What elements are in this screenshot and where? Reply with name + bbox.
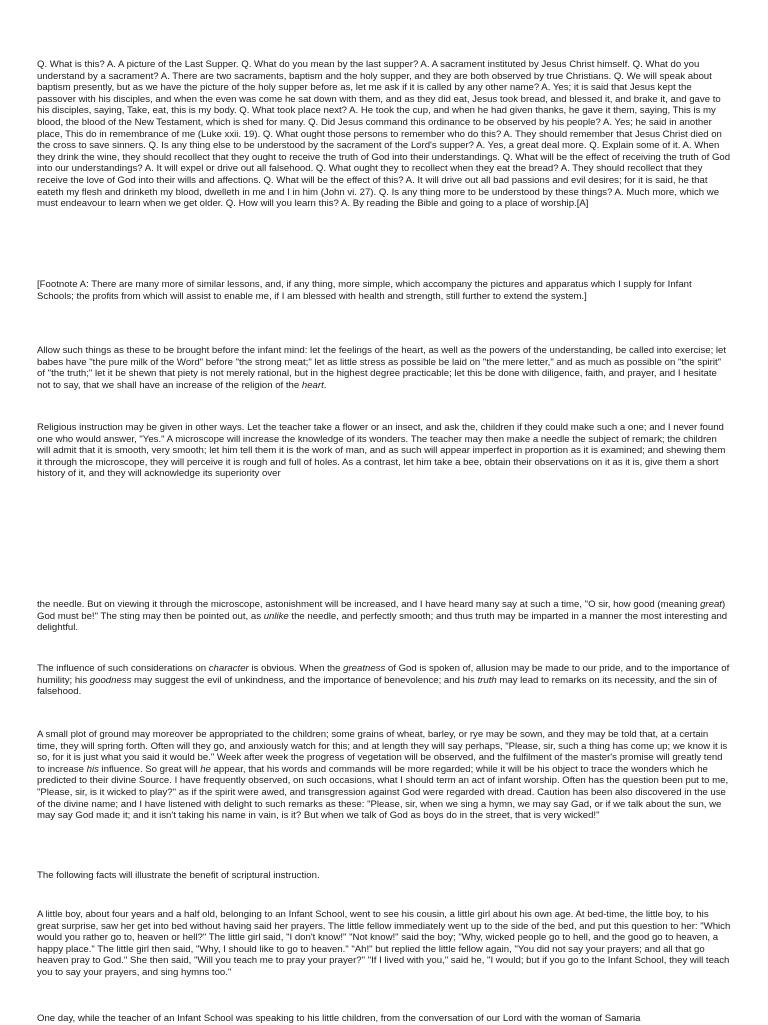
emphasis-great: great <box>700 599 722 610</box>
paragraph-infant-mind <box>37 345 731 391</box>
footnote-a: [Footnote A: There are many more of similar lessons, and, if any thing, more simple, which accompany the pictures and apparatus which I supply for Infant Schools; the profits from which will assist to enable me, if I am blessed with health and strength, still further to extend the system.] <box>37 279 692 302</box>
text-run: of God is spoken of, allusion may be made to our pride, and to the importance of humility; his <box>37 663 730 686</box>
text-run: the needle, and perfectly smooth; and thus truth may be imparted in a manner the most interesting and delightful. <box>37 610 728 634</box>
paragraph-catechism: Q. What is this? A. A picture of the Last Supper. Q. What do you mean by the last supper? A. A sacrament instituted by Jesus Christ himself. Q. What do you understand by a sacrament? A. There are two sacraments, baptism and the holy supper, and they are both observed by true Christians. Q. We will speak about baptism presently, but as we have the picture of the holy supper before as, let me ask if it is called by any other name? A. Yes; it is said that Jesus kept the passover with his disciples, and when the even was come he sat down with them, and as they did eat, Jesus took bread, and blessed it, and brake it, and gave to his disciples, saying, Take, eat, this is my body. Q. What took place next? A. He took the cup, and when he had given thanks, he gave it them, saying, This is my blood, the blood of the New Testament, which is shed for many. Q. Did Jesus command this ordinance to be observed by his people? A. Yes; he said in another place, This do in remembrance of me (Luke xxii. 19). Q. What ought those persons to remember who do this? A. They should remember that Jesus Christ died on the cross to save sinners. Q. Is any thing else to be understood by the sacrament of the Lord's supper? A. Yes, a great deal more. Q. Explain some of it. A. When they drink the wine, they should recollect that they ought to receive the truth of God into their understandings. Q. What will be the effect of receiving the truth of God into our understandings? A. It will expel or drive out all falsehood. Q. What ought they to recollect when they eat the bread? A. They should recollect that they receive the love of God into their wills and affections. Q. What will be the effect of this? A. It will drive out all bad passions and evil desires; for it is said, he that eateth my flesh and drinketh my blood, dwelleth in me and I in him (John vi. 27). Q. Is any thing more to be understood by these things? A. Much more, which we must endeavour to learn when we get older. Q. How will you learn this? A. By reading the Bible and going to a place of worship.[A] <box>37 59 731 210</box>
emphasis-character: character <box>208 663 249 674</box>
text-run: appear, that his words and commands will be more regarded; while it will be his object to trace the wonders which he predicted to their divine Source. I have frequently observed, on such occasions, what I should term an act of infant worship. Often has the question been put to me, "Please, sir, is it wicked to play?" as if the spirit were awed, and transgression against God were regarded with dread. Caution has been also discovered in the use of the divine name; and I have listened with delight to such remarks as these: "Please, sir, when we sing a hymn, we may say Gad, or if we talk about the sun, we may say God made it; and it isn't taking his name in vain, is it? But when we talk of God as boys do in the street, that is very wicked!" <box>37 763 729 822</box>
text-run: Allow such things as these to be brought before the infant mind: let the feelings of the heart, as well as the powers of the understanding, be called into exercise; let babes have "the pure milk of the Word" before "the strong meat;" let as little stress as possible be laid on "the mere letter," and as much as possible on "the spirit" of "the truth;" let it be shewn that piety is not merely rational, but in the highest degree practicable; let this be done with diligence, faith, and prayer, and I hesitate not to say, that we shall have an increase of the religion of the <box>37 345 727 391</box>
text-run: may lead to remarks on its necessity, and the sin of falsehood. <box>37 674 717 698</box>
paragraph-microscope <box>37 599 731 634</box>
text-run: The influence of such considerations on <box>37 663 209 674</box>
text-run: ) God must be!" The sting may then be pointed out, as <box>37 599 726 622</box>
emphasis-greatness: greatness <box>343 663 386 674</box>
paragraph-religious-instruction: Religious instruction may be given in other ways. Let the teacher take a flower or an insect, and ask the, children if they could make such a one; and I never found one who would answer, "Yes." A microscope will increase the knowledge of its wonders. The teacher may then make a needle the subject of remark; the children will admit that it is smooth, very smooth; let him tell them it is the work of man, and as such will appear imperfect in proportion as it is examined; and shewing them it through the microscope, they will perceive it is rough and full of holes. As a contrast, let him take a bee, obtain their observations on it as it is, give them a short history of it, and they will acknowledge its superiority over <box>37 422 726 480</box>
text-run: is obvious. When the <box>248 663 344 674</box>
emphasis-goodness: goodness <box>89 674 132 686</box>
paragraph-following-facts: The following facts will illustrate the benefit of scriptural instruction. <box>37 870 320 881</box>
paragraph-one-day: One day, while the teacher of an Infant School was speaking to his little children, from the conversation of our Lord with the woman of Samaria <box>37 1013 641 1024</box>
emphasis-truth: truth <box>477 674 497 686</box>
text-run: influence. So great will <box>98 763 201 775</box>
emphasis-unlike: unlike <box>263 610 289 622</box>
emphasis-heart: heart <box>301 379 324 391</box>
emphasis-he: he <box>200 763 211 775</box>
text-run: may suggest the evil of unkindness, and the importance of benevolence; and his <box>131 674 478 686</box>
document-page <box>37 0 731 1024</box>
text-run: . <box>323 379 327 391</box>
text-run: A small plot of ground may moreover be appropriated to the children; some grains of wheat, barley, or rye may be sown, and they may be told that, at a certain time, they will spring forth. Often will they go, and anxiously watch for this; and at length they will say perhaps, "Please, sir, such a thing has come up; we know it is so, for it is just what you said it would be." Week after week the progress of vegetation will be observed, and the fulfilment of the master's promise will greatly tend to increase <box>37 729 728 775</box>
text-run: the needle. But on viewing it through the microscope, astonishment will be increased, and I have heard many say at such a time, "O sir, how good (meaning <box>37 599 701 610</box>
paragraph-character <box>37 663 731 698</box>
paragraph-plot-of-ground <box>37 729 731 822</box>
emphasis-his: his <box>86 763 99 775</box>
paragraph-little-boy: A little boy, about four years and a half old, belonging to an Infant School, went to see his cousin, a little girl about his own age. At bed-time, the little boy, to his great surprise, saw her get into bed without having said her prayers. The little fellow immediately went up to the side of the bed, and put this question to her: "Which would you rather go to, heaven or hell?" The little girl said, "I don't know!" "Not know!" said the boy; "Why, wicked people go to hell, and the good go to heaven, a happy place." The little girl then said, "Why, I should like to go to heaven." "Ah!" but replied the little fellow again, "You did not say your prayers; and all that go heaven pray to God." She then said, "Will you teach me to pray your prayer?" "If I lived with you," said he, "I would; but if you go to the Infant School, they will teach you to say your prayers, and sing hymns too." <box>37 909 731 978</box>
